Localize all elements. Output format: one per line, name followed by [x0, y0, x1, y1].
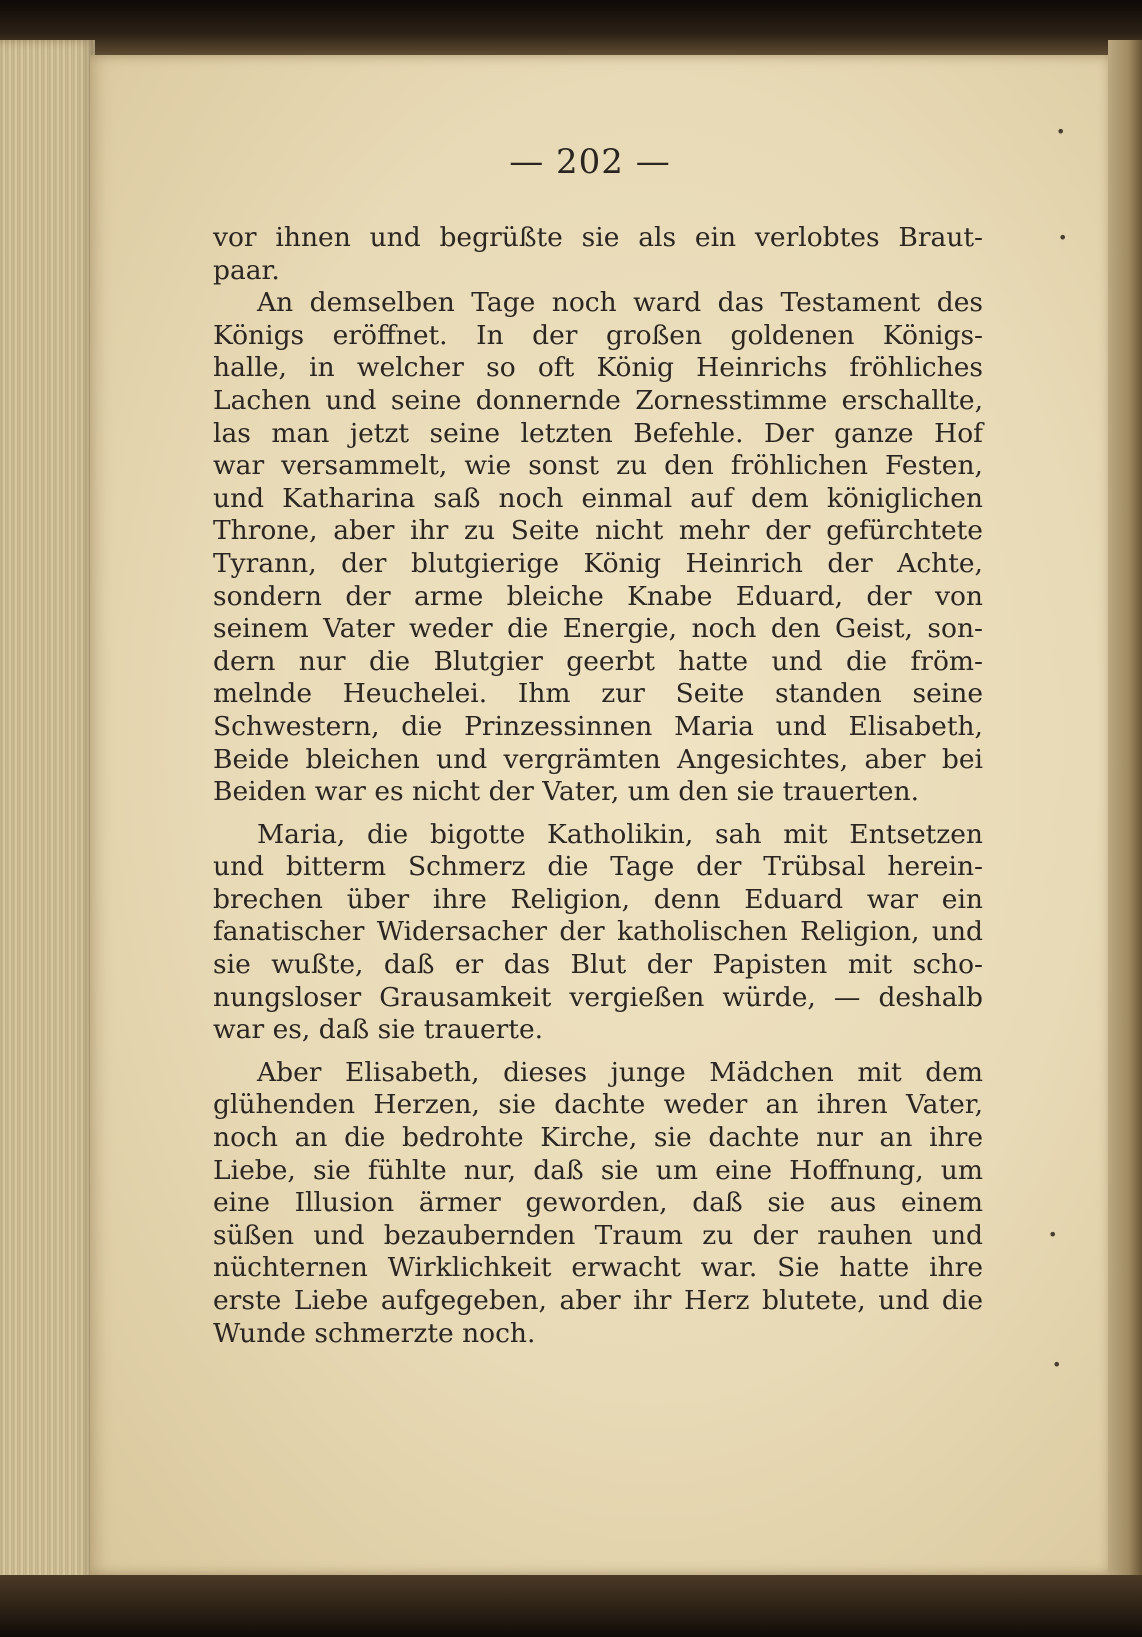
text-line: glühenden Herzen, sie dachte weder an ihren Vater, — [213, 1089, 983, 1121]
bottom-book-edge — [0, 1575, 1142, 1637]
text-line: sondern der arme bleiche Knabe Eduard, der von — [213, 580, 983, 612]
margin-speck: • — [1052, 1355, 1062, 1374]
body-text — [213, 222, 983, 1350]
paragraph — [213, 222, 983, 287]
text-line: dern nur die Blutgier geerbt hatte und die fröm- — [213, 645, 983, 677]
text-line: sie wußte, daß er das Blut der Papisten mit scho- — [213, 949, 983, 981]
text-line: Liebe, sie fühlte nur, daß sie um eine Hoffnung, um — [213, 1154, 983, 1186]
text-line: Königs eröffnet. In der großen goldenen Königs- — [213, 319, 983, 351]
paragraph — [213, 819, 983, 1047]
text-line: halle, in welcher so oft König Heinrichs fröhliches — [213, 352, 983, 384]
text-line: fanatischer Widersacher der katholischen Religion, und — [213, 916, 983, 948]
text-line: war versammelt, wie sonst zu den fröhlichen Festen, — [213, 450, 983, 482]
text-line: und Katharina saß noch einmal auf dem königlichen — [213, 482, 983, 514]
text-line: nüchternen Wirklichkeit erwacht war. Sie hatte ihre — [213, 1252, 983, 1284]
text-line: Aber Elisabeth, dieses junge Mädchen mit dem — [257, 1056, 983, 1088]
margin-speck: • — [1056, 122, 1066, 141]
text-line: noch an die bedrohte Kirche, sie dachte nur an ihre — [213, 1122, 983, 1154]
text-line: An demselben Tage noch ward das Testament des — [257, 287, 983, 319]
text-line: und bitterm Schmerz die Tage der Trübsal herein- — [213, 851, 983, 883]
text-line: Beiden war es nicht der Vater, um den sie trauerten. — [213, 776, 920, 808]
text-line: Schwestern, die Prinzessinnen Maria und Elisabeth, — [213, 710, 983, 742]
top-book-edge — [0, 0, 1142, 60]
text-line: Tyrann, der blutgierige König Heinrich der Achte, — [213, 547, 983, 579]
page-stack-edge — [0, 40, 95, 1600]
text-line: melnde Heuchelei. Ihm zur Seite standen seine — [213, 678, 983, 710]
text-line: nungsloser Grausamkeit vergießen würde, — deshalb — [213, 981, 983, 1013]
margin-speck: • — [1048, 1225, 1058, 1244]
text-line: Throne, aber ihr zu Seite nicht mehr der gefürchtete — [213, 515, 983, 547]
text-line: las man jetzt seine letzten Befehle. Der ganze Hof — [213, 417, 983, 449]
text-line: paar. — [213, 254, 280, 286]
text-line: seinem Vater weder die Energie, noch den Geist, son- — [213, 613, 983, 645]
text-line: Lachen und seine donnernde Zornesstimme erschallte, — [213, 384, 983, 416]
text-line: eine Illusion ärmer geworden, daß sie aus einem — [213, 1187, 983, 1219]
facing-page-edge — [1108, 40, 1142, 1637]
text-line: Wunde schmerzte noch. — [213, 1317, 536, 1349]
text-line: Maria, die bigotte Katholikin, sah mit Entsetzen — [257, 818, 983, 850]
text-line: süßen und bezaubernden Traum zu der rauhen und — [213, 1219, 983, 1251]
paragraph — [213, 1057, 983, 1350]
text-line: brechen über ihre Religion, denn Eduard war ein — [213, 883, 983, 915]
text-line: vor ihnen und begrüßte sie als ein verlobtes Braut- — [213, 222, 983, 253]
text-line: erste Liebe aufgegeben, aber ihr Herz blutete, und die — [213, 1285, 983, 1316]
text-line: Beide bleichen und vergrämten Angesichtes, aber bei — [213, 743, 983, 775]
paragraph — [213, 287, 983, 809]
page-number: — 202 — — [509, 142, 671, 182]
margin-speck: • — [1058, 228, 1068, 247]
text-line: war es, daß sie trauerte. — [213, 1014, 544, 1046]
